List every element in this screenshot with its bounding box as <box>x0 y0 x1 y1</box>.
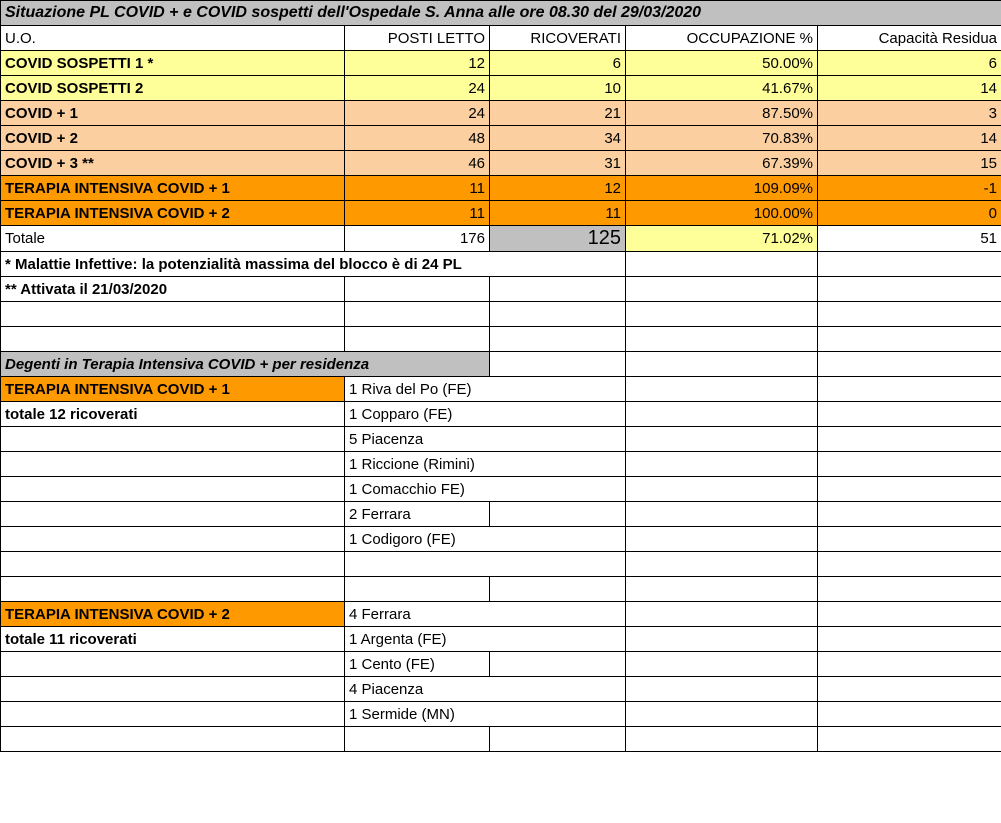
empty-cell <box>345 552 626 577</box>
empty-cell <box>345 327 490 352</box>
block2-item: 4 Piacenza <box>345 677 626 702</box>
row-label: COVID + 3 ** <box>1 151 345 176</box>
empty-cell <box>626 577 818 602</box>
row-ricoverati: 34 <box>490 126 626 151</box>
row-label: TERAPIA INTENSIVA COVID + 2 <box>1 201 345 226</box>
empty-cell <box>345 577 490 602</box>
empty-cell <box>626 602 818 627</box>
empty-cell <box>818 477 1001 502</box>
total-posti-letto: 176 <box>345 226 490 252</box>
total-label: Totale <box>1 226 345 252</box>
spacer-row <box>1 552 1001 577</box>
row-capacita-residua: 0 <box>818 201 1001 226</box>
note-row <box>1 277 1001 302</box>
empty-cell <box>626 302 818 327</box>
empty-cell <box>626 352 818 377</box>
block2-item: 1 Cento (FE) <box>345 652 490 677</box>
empty-cell <box>1 677 345 702</box>
empty-cell <box>818 327 1001 352</box>
row-label: COVID + 1 <box>1 101 345 126</box>
residenza-row <box>1 477 1001 502</box>
empty-cell <box>818 502 1001 527</box>
row-capacita-residua: -1 <box>818 176 1001 201</box>
table-row <box>1 176 1001 201</box>
empty-cell <box>1 702 345 727</box>
row-capacita-residua: 14 <box>818 76 1001 101</box>
row-occupazione: 70.83% <box>626 126 818 151</box>
empty-cell <box>1 502 345 527</box>
empty-cell <box>818 552 1001 577</box>
empty-cell <box>626 277 818 302</box>
row-posti-letto: 48 <box>345 126 490 151</box>
empty-cell <box>626 327 818 352</box>
note-asterisk: * Malattie Infettive: la potenzialità massima del blocco è di 24 PL <box>1 252 626 277</box>
empty-cell <box>1 327 345 352</box>
residenza-row <box>1 702 1001 727</box>
empty-cell <box>818 602 1001 627</box>
empty-cell <box>818 402 1001 427</box>
empty-cell <box>818 252 1001 277</box>
empty-cell <box>490 727 626 752</box>
row-ricoverati: 6 <box>490 51 626 76</box>
block1-item: 1 Riccione (Rimini) <box>345 452 626 477</box>
table-row <box>1 101 1001 126</box>
empty-cell <box>818 452 1001 477</box>
spacer-row <box>1 577 1001 602</box>
residenza-row <box>1 652 1001 677</box>
note-row <box>1 252 1001 277</box>
empty-cell <box>1 427 345 452</box>
table-row <box>1 201 1001 226</box>
column-header-occupazione: OCCUPAZIONE % <box>626 26 818 51</box>
empty-cell <box>626 477 818 502</box>
column-header-capacita-residua: Capacità Residua <box>818 26 1001 51</box>
row-capacita-residua: 15 <box>818 151 1001 176</box>
empty-cell <box>626 427 818 452</box>
row-ricoverati: 12 <box>490 176 626 201</box>
residenza-row <box>1 602 1001 627</box>
empty-cell <box>1 527 345 552</box>
empty-cell <box>490 327 626 352</box>
row-occupazione: 109.09% <box>626 176 818 201</box>
empty-cell <box>490 502 626 527</box>
empty-cell <box>626 702 818 727</box>
residenza-row <box>1 677 1001 702</box>
table-row <box>1 51 1001 76</box>
empty-cell <box>818 577 1001 602</box>
empty-cell <box>1 727 345 752</box>
row-posti-letto: 46 <box>345 151 490 176</box>
empty-cell <box>818 702 1001 727</box>
block2-item: 4 Ferrara <box>345 602 626 627</box>
row-occupazione: 87.50% <box>626 101 818 126</box>
empty-cell <box>345 277 490 302</box>
empty-cell <box>626 252 818 277</box>
empty-cell <box>1 302 345 327</box>
empty-cell <box>818 377 1001 402</box>
column-header-ricoverati: RICOVERATI <box>490 26 626 51</box>
empty-cell <box>818 677 1001 702</box>
row-capacita-residua: 14 <box>818 126 1001 151</box>
row-ricoverati: 31 <box>490 151 626 176</box>
row-occupazione: 50.00% <box>626 51 818 76</box>
empty-cell <box>626 677 818 702</box>
empty-cell <box>490 577 626 602</box>
empty-cell <box>1 552 345 577</box>
total-capacita-residua: 51 <box>818 226 1001 252</box>
block2-item: 1 Argenta (FE) <box>345 627 626 652</box>
empty-cell <box>626 652 818 677</box>
empty-cell <box>818 277 1001 302</box>
residenza-row <box>1 527 1001 552</box>
empty-cell <box>490 302 626 327</box>
row-capacita-residua: 6 <box>818 51 1001 76</box>
row-posti-letto: 12 <box>345 51 490 76</box>
empty-cell <box>1 652 345 677</box>
residenza-row <box>1 427 1001 452</box>
block2-item: 1 Sermide (MN) <box>345 702 626 727</box>
note-double-asterisk: ** Attivata il 21/03/2020 <box>1 277 345 302</box>
row-posti-letto: 24 <box>345 76 490 101</box>
total-row <box>1 226 1001 252</box>
row-posti-letto: 11 <box>345 201 490 226</box>
row-ricoverati: 21 <box>490 101 626 126</box>
residenza-row <box>1 452 1001 477</box>
spacer-row <box>1 727 1001 752</box>
empty-cell <box>818 727 1001 752</box>
page-title: Situazione PL COVID + e COVID sospetti dell'Ospedale S. Anna alle ore 08.30 del 29/03/2020 <box>1 1 1001 26</box>
empty-cell <box>626 377 818 402</box>
block1-label: TERAPIA INTENSIVA COVID + 1 <box>1 377 345 402</box>
table-header-row <box>1 26 1001 51</box>
table-row <box>1 76 1001 101</box>
row-label: COVID + 2 <box>1 126 345 151</box>
empty-cell <box>490 352 626 377</box>
block2-subtotal: totale 11 ricoverati <box>1 627 345 652</box>
total-occupazione: 71.02% <box>626 226 818 252</box>
empty-cell <box>818 652 1001 677</box>
block1-item: 2 Ferrara <box>345 502 490 527</box>
empty-cell <box>626 627 818 652</box>
residenza-row <box>1 627 1001 652</box>
empty-cell <box>626 727 818 752</box>
row-posti-letto: 24 <box>345 101 490 126</box>
empty-cell <box>626 527 818 552</box>
empty-cell <box>818 527 1001 552</box>
empty-cell <box>1 577 345 602</box>
block1-item: 1 Riva del Po (FE) <box>345 377 626 402</box>
row-capacita-residua: 3 <box>818 101 1001 126</box>
empty-cell <box>345 727 490 752</box>
empty-cell <box>345 302 490 327</box>
row-label: TERAPIA INTENSIVA COVID + 1 <box>1 176 345 201</box>
row-posti-letto: 11 <box>345 176 490 201</box>
residenza-section-row <box>1 352 1001 377</box>
empty-cell <box>490 277 626 302</box>
residenza-row <box>1 502 1001 527</box>
empty-cell <box>490 652 626 677</box>
residenza-section-title: Degenti in Terapia Intensiva COVID + per residenza <box>1 352 490 377</box>
row-label: COVID SOSPETTI 1 * <box>1 51 345 76</box>
empty-cell <box>1 477 345 502</box>
block1-item: 5 Piacenza <box>345 427 626 452</box>
block1-item: 1 Copparo (FE) <box>345 402 626 427</box>
total-ricoverati: 125 <box>490 226 626 252</box>
empty-cell <box>626 552 818 577</box>
spacer-row <box>1 302 1001 327</box>
empty-cell <box>818 302 1001 327</box>
empty-cell <box>818 352 1001 377</box>
block1-item: 1 Comacchio FE) <box>345 477 626 502</box>
row-ricoverati: 11 <box>490 201 626 226</box>
row-label: COVID SOSPETTI 2 <box>1 76 345 101</box>
residenza-row <box>1 402 1001 427</box>
column-header-posti-letto: POSTI LETTO <box>345 26 490 51</box>
empty-cell <box>626 402 818 427</box>
empty-cell <box>1 452 345 477</box>
residenza-row <box>1 377 1001 402</box>
table-row <box>1 126 1001 151</box>
block1-subtotal: totale 12 ricoverati <box>1 402 345 427</box>
row-occupazione: 100.00% <box>626 201 818 226</box>
title-row <box>1 1 1001 26</box>
block1-item: 1 Codigoro (FE) <box>345 527 626 552</box>
row-occupazione: 41.67% <box>626 76 818 101</box>
empty-cell <box>626 452 818 477</box>
spacer-row <box>1 327 1001 352</box>
table-row <box>1 151 1001 176</box>
row-ricoverati: 10 <box>490 76 626 101</box>
row-occupazione: 67.39% <box>626 151 818 176</box>
block2-label: TERAPIA INTENSIVA COVID + 2 <box>1 602 345 627</box>
column-header-uo: U.O. <box>1 26 345 51</box>
empty-cell <box>818 627 1001 652</box>
empty-cell <box>626 502 818 527</box>
empty-cell <box>818 427 1001 452</box>
